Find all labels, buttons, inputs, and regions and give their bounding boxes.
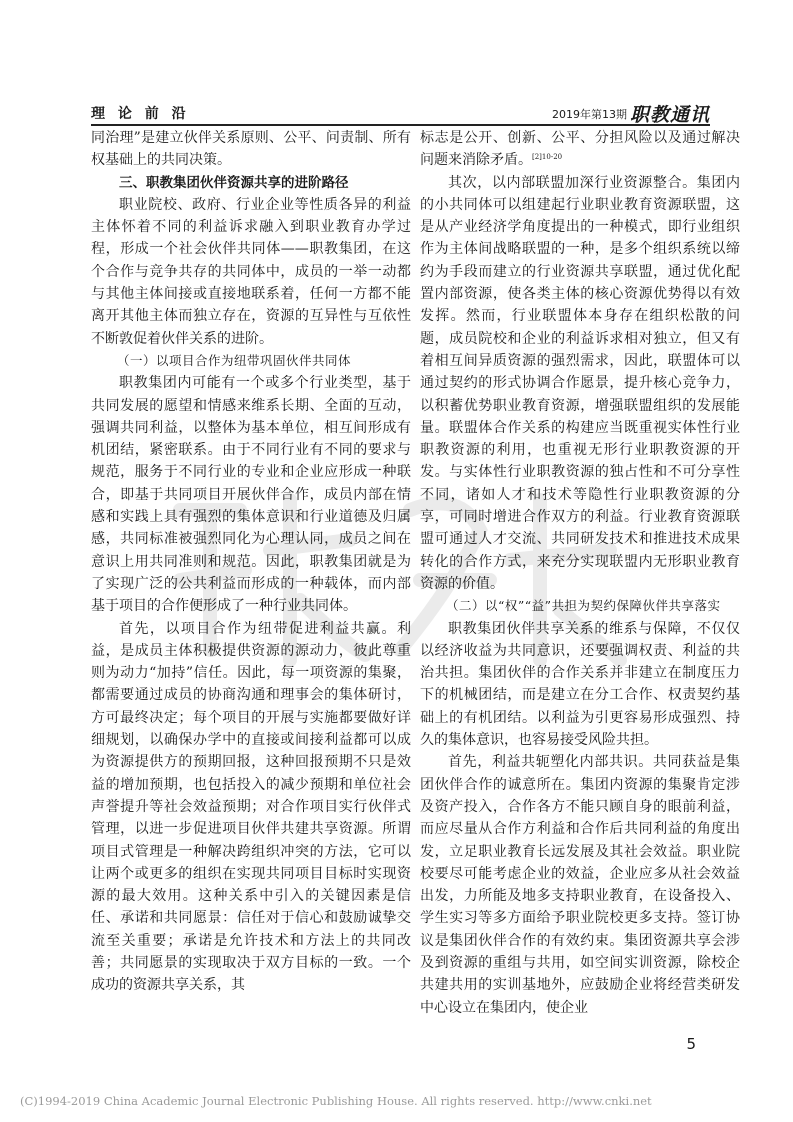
citation: [2]10-20	[532, 153, 563, 162]
paragraph: 职教集团内可能有一个或多个行业类型，基于共同发展的愿望和情感来维系长期、全面的互动，强调共同利益，以整体为基本单位，相互间形成有机团结，紧密联系。由于不同行业有不同的要求与规范，服务于不同行业的专业和企业应形成一种联合，即基于共同项目开展伙伴合作，成员内部在情感和实践上具有强烈的集体意识和行业道德及归属感，共同标准被强烈同化为心理认同，成员之间在意识上用共同准则和规范。因此，职教集团就是为了实现广泛的公共利益而形成的一种载体，而内部基于项目的合作便形成了一种行业共同体。	[91, 375, 411, 615]
paragraph: 同治理”是建立伙伴关系原则、公平、问责制、所有权基础上的共同决策。	[91, 130, 411, 169]
paragraph	[420, 127, 740, 172]
paragraph: 首先，利益共轭塑化内部共识。共同获益是集团伙伴合作的诚意所在。集团内资源的集聚肯定涉及资产投入，合作各方不能只顾自身的眼前利益，而应尽量从合作方利益和合作后共同利益的角度出发，立足职业教育长远发展及其社会效益。职业院校要尽可能考虑企业的效益，企业应多从社会效益出发，力所能及地多支持职业教育，在设备投入、学生实习等多方面给予职业院校更多支持。签订协议是集团伙伴合作的有效约束。集团资源共享会涉及到资源的重组与共用，如空间实训资源，除校企共建共用的实训基地外，应鼓励企业将经营类研发中心设立在集团内，使企业	[420, 754, 740, 1016]
section-heading: 三、职教集团伙伴资源共享的进阶路径	[119, 174, 349, 191]
paragraph: 其次，以内部联盟加深行业资源整合。集团内的小共同体可以组建起行业职业教育资源联盟，这是从产业经济学角度提出的一种模式，即行业组织作为主体间战略联盟的一种，是多个组织系统以缔约为手段而建立的行业资源共享联盟，通过优化配置内部资源，使各类主体的核心资源优势得以有效发挥。然而，行业联盟体本身存在组织松散的问题，成员院校和企业的利益诉求相对独立，但又有着相互间异质资源的强烈需求，因此，联盟体可以通过契约的形式协调合作愿景，提升核心竞争力，以积蓄优势职业教育资源，增强联盟组织的发展能量。联盟体合作关系的构建应当既重视实体性行业职教资源的利用，也重视无形行业职教资源的开发。与实体性行业职教资源的独占性和不可分享性不同，诸如人才和技术等隐性行业职教资源的分享，可同时增进合作双方的利益。行业教育资源联盟可通过人才交流、共同研发技术和推进技术成果转化的合作方式，来充分实现联盟内无形职业教育资源的价值。	[420, 174, 740, 592]
subsection-heading: （一）以项目合作为纽带巩固伙伴共同体	[117, 352, 352, 368]
running-header	[91, 100, 710, 126]
issue-label: 2019年第13期	[551, 108, 627, 121]
header-rule	[91, 124, 710, 126]
left-column	[91, 127, 411, 997]
paragraph: 首先，以项目合作为纽带促进利益共赢。利益，是成员主体积极提供资源的源动力，彼此尊重则为动力“加持”信任。因此，每一项资源的集聚，都需要通过成员的协商沟通和理事会的集体研讨，方可最终决定；每个项目的开展与实施都要做好详细规划，以确保办学中的直接或间接利益都可以成为资源提供方的预期回报，这种回报预期不只是效益的增加预期，也包括投入的减少预期和单位社会声誉提升等社会效益预期；对合作项目实行伙伴式管理，以进一步促进项目伙伴共建共享资源。所谓项目式管理是一种解决跨组织冲突的方法，它可以让两个或更多的组织在实现共同项目目标时实现资源的最大效用。这种关系中引入的关键因素是信任、承诺和共同愿景：信任对于信心和鼓励诚挚交流至关重要；承诺是允许技术和方法上的共同改善；共同愿景的实现取决于双方目标的一致。一个成功的资源共享关系，其	[91, 620, 411, 994]
copyright-footer: (C)1994-2019 China Academic Journal Electronic Publishing House. All rights reserved. http://www.cnki.net	[20, 1094, 652, 1108]
journal-info	[552, 100, 710, 127]
paragraph: 职教集团伙伴共享关系的维系与保障，不仅仅以经济收益为共同意识，还要强调权责、利益的共治共担。集团伙伴的合作关系并非建立在制度压力下的机械团结，而是建立在分工合作、权责契约基础上的有机团结。以利益为引更容易形成强烈、持久的集体意识，也容易接受风险共担。	[420, 620, 740, 749]
paragraph: 职业院校、政府、行业企业等性质各异的利益主体怀着不同的利益诉求融入到职业教育办学过程，形成一个社会伙伴共同体——职教集团，在这个合作与竞争共存的共同体中，成员的一举一动都与其他主体间接或直接地联系着，任何一方都不能离开其他主体而独立存在，资源的互异性与互依性不断敦促着伙伴关系的进阶。	[91, 196, 411, 347]
section-title: 理 论 前 沿	[91, 106, 190, 122]
subsection-heading: （二）以“权”“益”共担为契约保障伙伴共享落实	[446, 598, 721, 614]
page-number: 5	[686, 1035, 696, 1053]
paragraph-text: 标志是公开、创新、公平、分担风险以及通过解决问题来消除矛盾。	[420, 130, 740, 169]
right-column	[420, 127, 740, 1019]
journal-logo: 职教通讯	[629, 104, 710, 126]
